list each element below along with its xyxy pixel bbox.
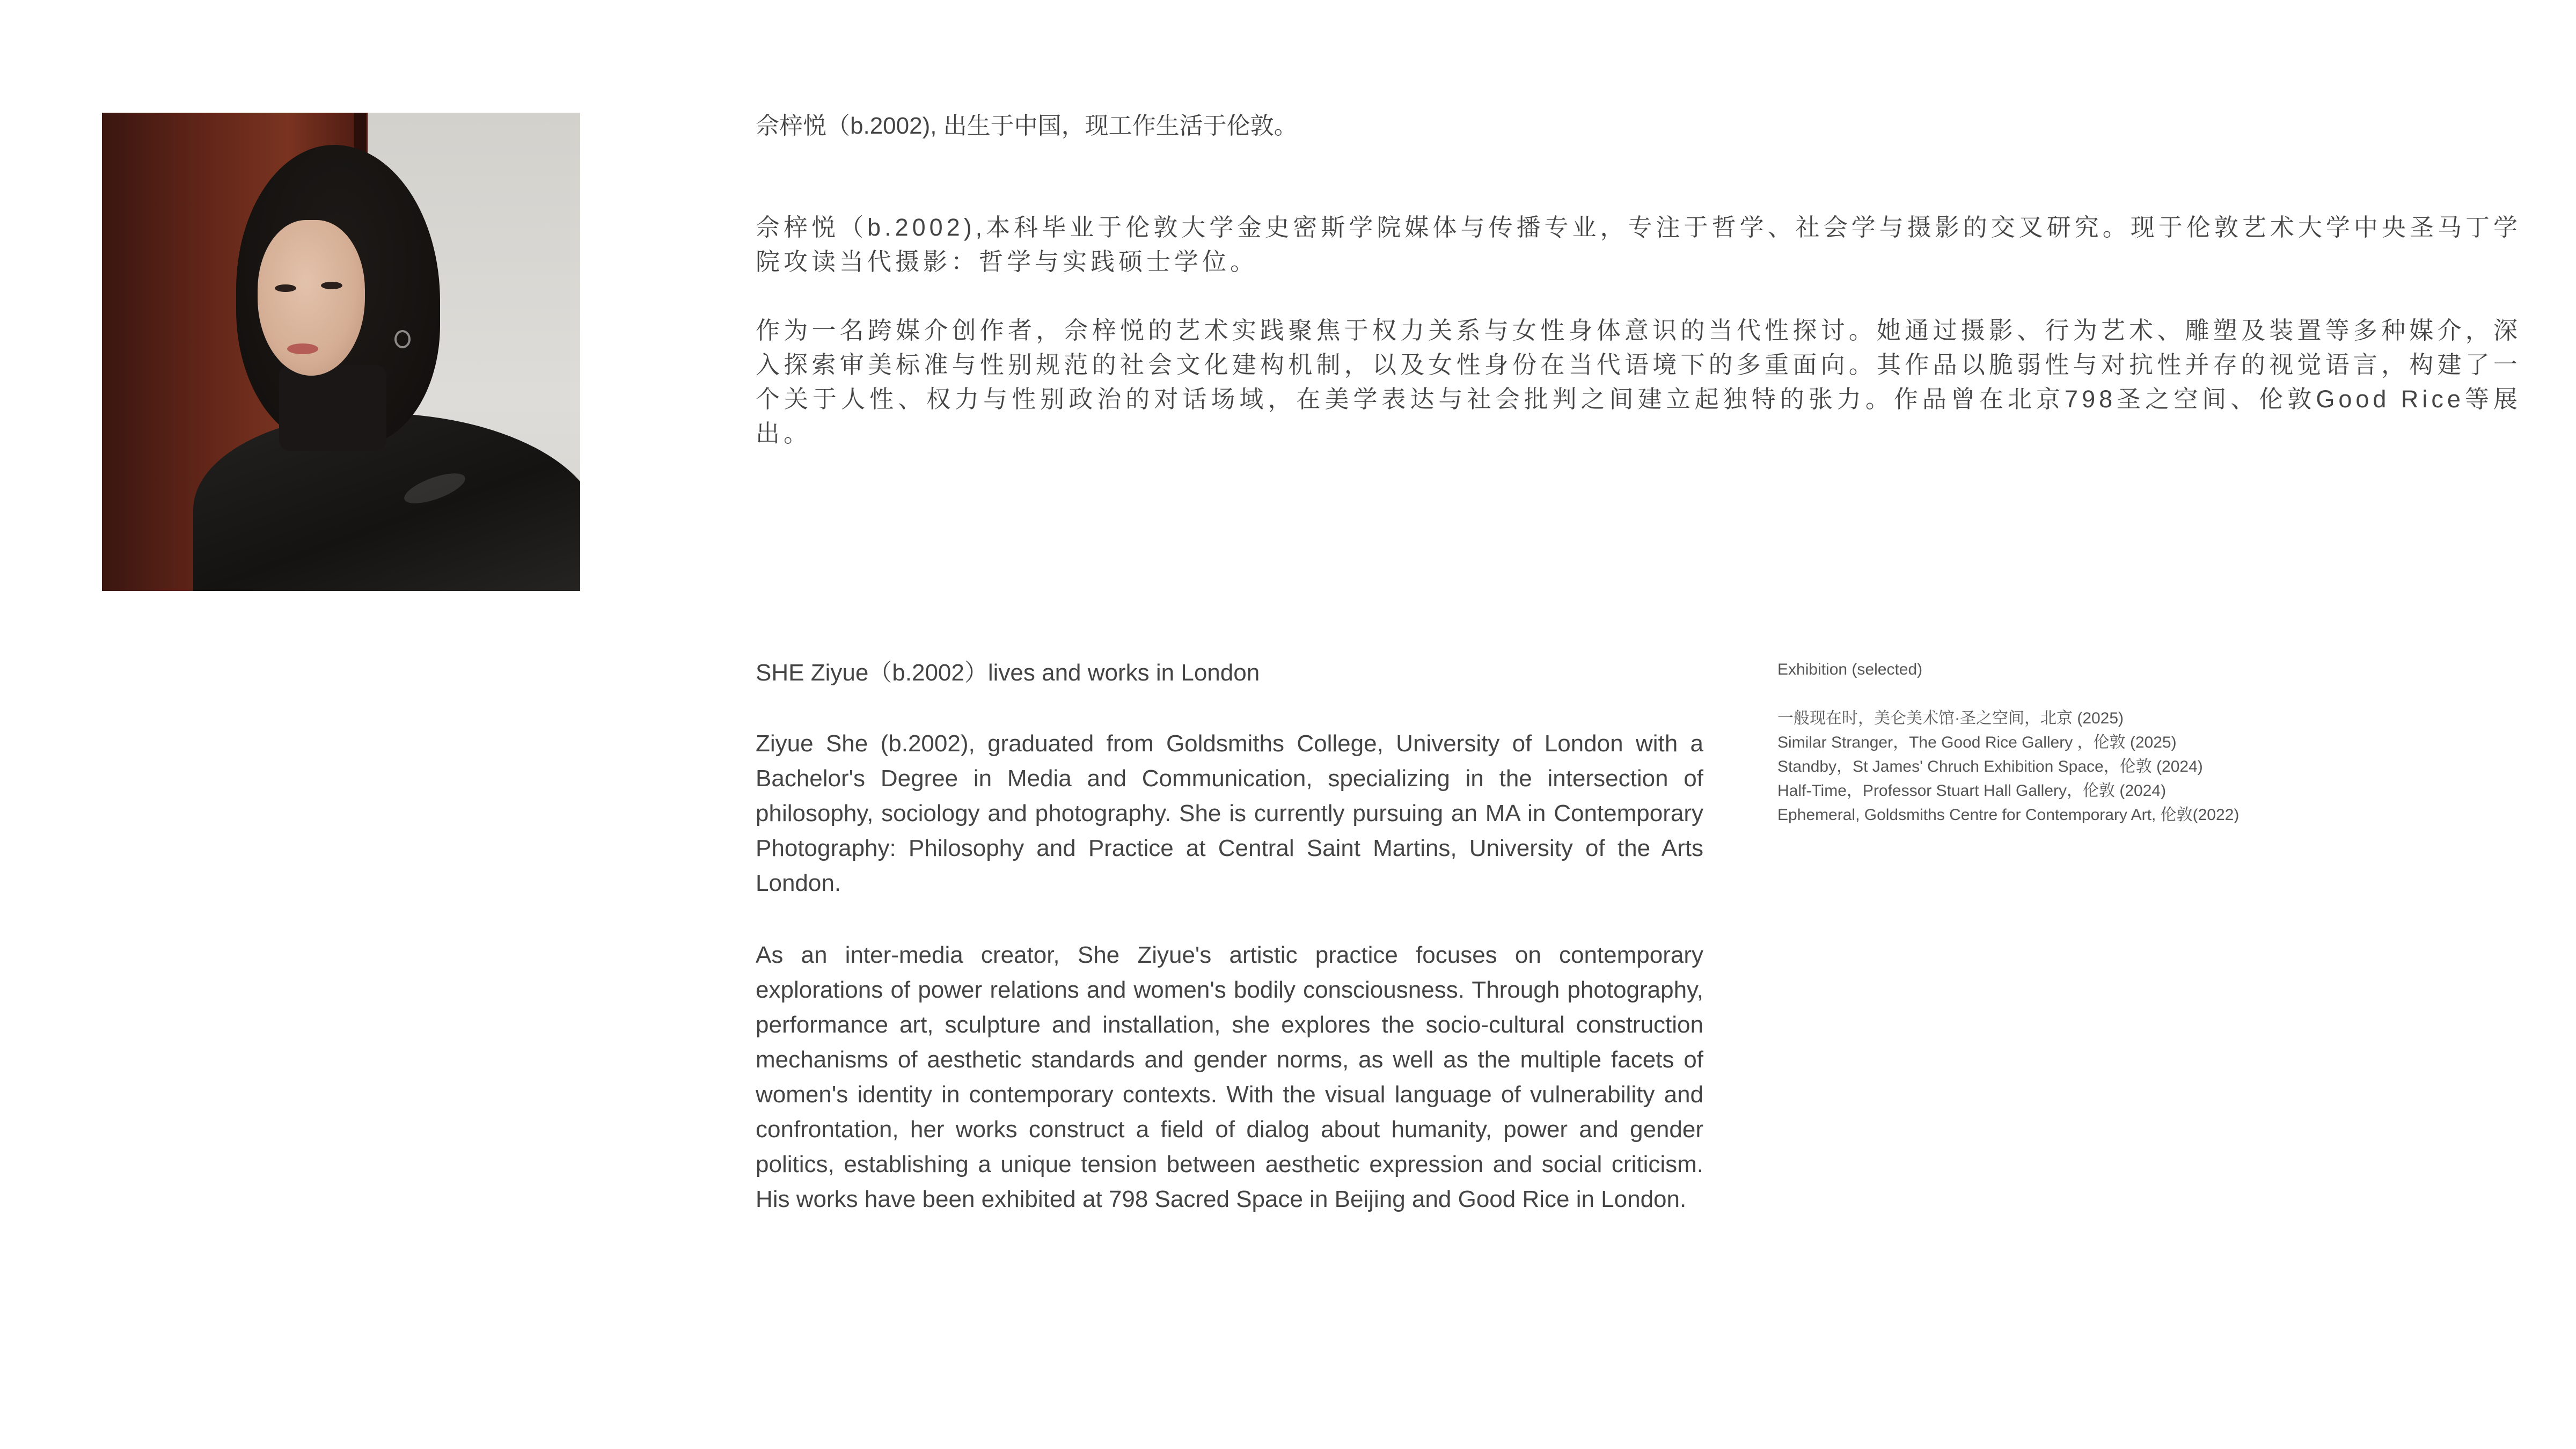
chinese-bio [756,176,2521,485]
exhibition-heading: Exhibition (selected) [1777,661,1923,678]
portrait-earring [394,330,411,348]
portrait-right-eye [321,282,342,289]
exhibition-list-section [1777,659,2529,827]
english-bio-paragraph-1: Ziyue She (b.2002), graduated from Goldsmiths College, University of London with a Bachelor's Degree in Media and Communication, specializing in the intersection of philosophy, sociology and photography. She is currently pursuing an MA in Contemporary Photography: Philosophy and Practice at Central Saint Martins, University of the Arts London. [756,730,1703,896]
exhibition-item: Ephemeral, Goldsmiths Centre for Contemporary Art, 伦敦(2022) [1777,806,2240,824]
english-bio-paragraph-2: As an inter-media creator, She Ziyue's artistic practice focuses on contemporary explorations of power relations and women's bodily consciousness. Through photography, performance art, sculpture and installation, she explores the socio-cultural construction mechanisms of aesthetic standards and gender norms, as well as the multiple facets of women's identity in contemporary contexts. With the visual language of vulnerability and confrontation, her works construct a field of dialog about humanity, power and gender politics, establishing a unique tension between aesthetic expression and social criticism. His works have been exhibited at 798 Sacred Space in Beijing and Good Rice in London. [756,942,1703,1212]
exhibition-item: Half-Time，Professor Stuart Hall Gallery，伦敦 (2024) [1777,782,2167,800]
portrait-lips [287,343,318,354]
english-intro: SHE Ziyue（b.2002）lives and works in London [756,660,1260,686]
artist-portrait [102,113,580,591]
portrait-turtleneck [279,365,386,451]
exhibition-item: 一般现在时，美仑美术馆·圣之空间，北京 (2025) [1777,709,2124,727]
chinese-intro: 佘梓悦（b.2002), 出生于中国，现工作生活于伦敦。 [756,113,1298,139]
exhibition-list [1777,706,2529,827]
chinese-bio-paragraph-1: 佘梓悦（b.2002),本科毕业于伦敦大学金史密斯学院媒体与传播专业，专注于哲学、社会学与摄影的交叉研究。现于伦敦艺术大学中央圣马丁学院攻读当代摄影：哲学与实践硕士学位。 [756,214,2521,275]
exhibition-item: Standby，St James' Chruch Exhibition Space，伦敦 (2024) [1777,758,2203,775]
exhibition-item: Similar Stranger，The Good Rice Gallery ，伦敦 (2025) [1777,734,2177,751]
portrait-left-eye [275,284,296,292]
chinese-bio-paragraph-2: 作为一名跨媒介创作者，佘梓悦的艺术实践聚焦于权力关系与女性身体意识的当代性探讨。她通过摄影、行为艺术、雕塑及装置等多种媒介，深入探索审美标准与性别规范的社会文化建构机制，以及女性身份在当代语境下的多重面向。其作品以脆弱性与对抗性并存的视觉语言，构建了一个关于人性、权力与性别政治的对话场域，在美学表达与社会批判之间建立起独特的张力。作品曾在北京798圣之空间、伦敦Good Rice等展出。 [756,317,2521,447]
